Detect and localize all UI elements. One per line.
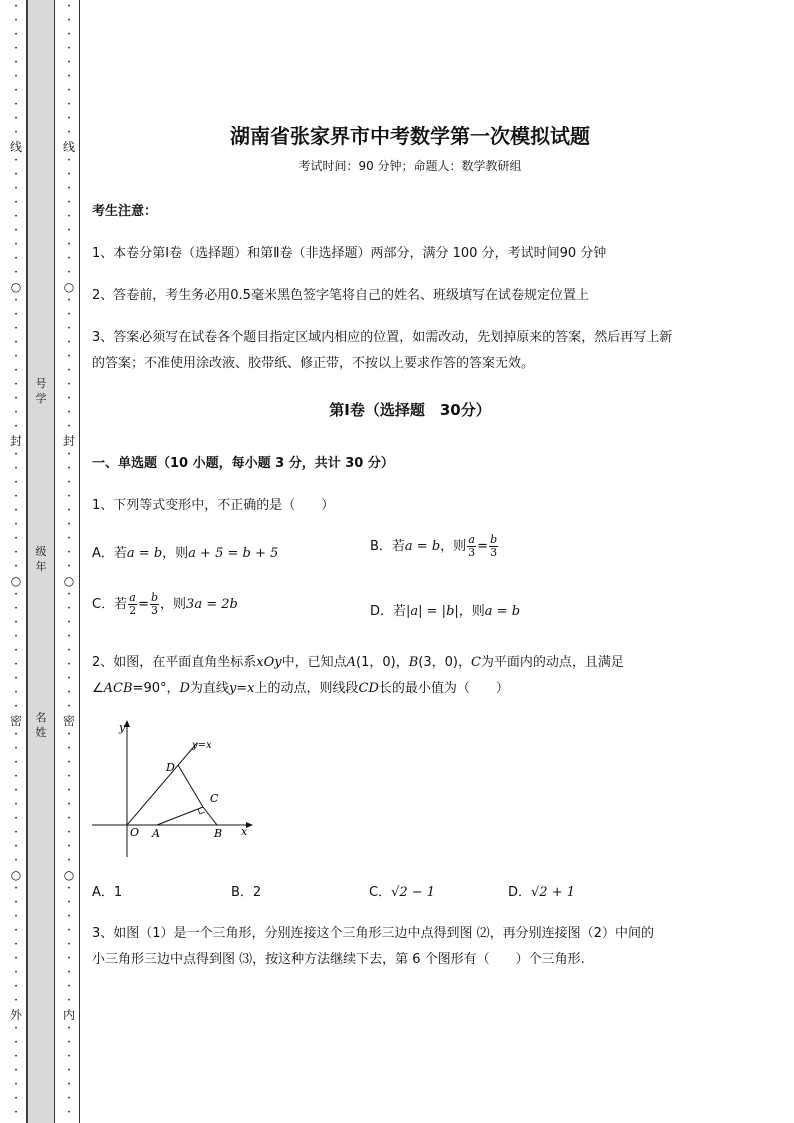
- student-number-field: [28, 376, 54, 406]
- text: (3，0)，: [418, 655, 471, 670]
- field-char: 号: [35, 377, 47, 390]
- margin-dot: •: [67, 689, 71, 696]
- margin-dot: •: [14, 563, 18, 570]
- option-text: ，则: [440, 539, 467, 554]
- margin-dot: •: [67, 381, 71, 388]
- option-text: ，则: [458, 604, 485, 619]
- margin-dot: •: [67, 745, 71, 752]
- q2-option-c: [369, 881, 435, 900]
- margin-dot: •: [14, 157, 18, 164]
- margin-dot: •: [67, 885, 71, 892]
- denominator: 3: [490, 546, 498, 559]
- margin-dot: •: [67, 549, 71, 556]
- margin-dot: •: [67, 451, 71, 458]
- margin-dot: •: [14, 633, 18, 640]
- margin-dot: •: [67, 1095, 71, 1102]
- margin-dot: •: [67, 661, 71, 668]
- point-D: D: [166, 761, 175, 774]
- margin-mark: ○: [10, 574, 22, 588]
- margin-dot: •: [14, 479, 18, 486]
- equals-sign: =: [138, 597, 149, 612]
- denominator: 2: [129, 604, 137, 617]
- margin-dot: •: [14, 661, 18, 668]
- point-A: A: [152, 827, 160, 840]
- option-label: B．若: [370, 539, 405, 554]
- margin-dot: •: [14, 941, 18, 948]
- numerator: a: [129, 591, 136, 604]
- math: A: [346, 655, 357, 670]
- margin-dot: •: [67, 171, 71, 178]
- margin-dot: •: [67, 941, 71, 948]
- margin-dot: •: [67, 1081, 71, 1088]
- line-label: y=x: [192, 740, 212, 751]
- margin-dot: •: [14, 521, 18, 528]
- margin-dot: •: [14, 773, 18, 780]
- math: C: [470, 655, 481, 670]
- margin-dot: •: [14, 367, 18, 374]
- margin-dot: •: [67, 409, 71, 416]
- margin-dot: •: [14, 745, 18, 752]
- margin-dot: •: [14, 255, 18, 262]
- margin-dot: •: [67, 353, 71, 360]
- margin-dot: •: [67, 591, 71, 598]
- margin-dot: •: [14, 493, 18, 500]
- option-label: D．: [508, 885, 532, 900]
- q3-stem-line1: 3、如图（1）是一个三角形，分别连接这个三角形三边中点得到图 ⑵，再分别连接图（2）中间的: [92, 926, 654, 941]
- margin-dot: •: [14, 1081, 18, 1088]
- margin-dot: •: [14, 451, 18, 458]
- text: 长的最小值为（ ）: [378, 681, 509, 696]
- margin-dot: •: [14, 325, 18, 332]
- margin-dot: •: [67, 227, 71, 234]
- text: 为直线: [189, 681, 229, 696]
- margin-dot: •: [67, 493, 71, 500]
- math: |a| = |b|: [406, 604, 459, 619]
- page-title: 湖南省张家界市中考数学第一次模拟试题: [230, 124, 590, 148]
- q2-option-d: [508, 881, 575, 900]
- field-label: [28, 376, 54, 406]
- margin-dot: •: [67, 535, 71, 542]
- margin-dot: •: [14, 3, 18, 10]
- margin-dot: •: [14, 591, 18, 598]
- option-label: D．若: [370, 604, 407, 619]
- numerator: b: [150, 591, 159, 604]
- math: √2 + 1: [531, 885, 575, 900]
- margin-dot: •: [67, 619, 71, 626]
- math: D: [179, 681, 190, 696]
- margin-dot: •: [14, 955, 18, 962]
- field-char: 年: [35, 560, 47, 573]
- margin-dot: •: [14, 689, 18, 696]
- margin-dot: •: [67, 1067, 71, 1074]
- margin-dot: •: [14, 59, 18, 66]
- margin-dot: •: [67, 31, 71, 38]
- q2-option-b: B．2: [231, 885, 262, 900]
- margin-dot: •: [67, 759, 71, 766]
- margin-dot: •: [14, 213, 18, 220]
- margin-dot: •: [14, 857, 18, 864]
- margin-dot: •: [14, 31, 18, 38]
- equals-sign: =: [477, 539, 489, 554]
- part-heading: 一、单选题（10 小题，每小题 3 分，共计 30 分）: [92, 456, 394, 471]
- margin-dot: •: [14, 87, 18, 94]
- margin-dot: •: [14, 45, 18, 52]
- field-char: 名: [35, 711, 47, 724]
- q2-stem-line2: [92, 677, 509, 696]
- margin-dot: •: [67, 857, 71, 864]
- margin-dot: •: [67, 17, 71, 24]
- margin-dot: •: [14, 409, 18, 416]
- margin-dot: •: [14, 185, 18, 192]
- margin-dot: •: [14, 843, 18, 850]
- margin-dot: •: [14, 969, 18, 976]
- margin-dot: •: [14, 423, 18, 430]
- text: =90°，: [132, 681, 180, 696]
- point-O: O: [130, 826, 140, 839]
- margin-dot: •: [67, 983, 71, 990]
- margin-dot: •: [14, 129, 18, 136]
- margin-dot: •: [14, 619, 18, 626]
- margin-dot: •: [67, 675, 71, 682]
- margin-dot: •: [67, 339, 71, 346]
- margin-dot: •: [67, 829, 71, 836]
- margin-dot: •: [67, 647, 71, 654]
- math: a = b: [484, 604, 521, 619]
- margin-dot: •: [67, 815, 71, 822]
- margin-dot: •: [67, 423, 71, 430]
- margin-dot: •: [14, 199, 18, 206]
- q1-option-c: [92, 592, 238, 617]
- margin-dot: •: [14, 899, 18, 906]
- notice-item: 3、答案必须写在试卷各个题目指定区域内相应的位置，如需改动，先划掉原来的答案，然后再写上新: [92, 330, 673, 345]
- margin-dot: •: [14, 913, 18, 920]
- margin-dot: •: [14, 731, 18, 738]
- margin-dot: •: [14, 227, 18, 234]
- field-char: 级: [35, 545, 47, 558]
- margin-dot: •: [67, 45, 71, 52]
- margin-dot: •: [67, 913, 71, 920]
- margin-dot: •: [67, 1053, 71, 1060]
- text: (1，0)，: [356, 655, 409, 670]
- margin-dot: •: [67, 87, 71, 94]
- margin-dot: •: [67, 157, 71, 164]
- margin-dot: •: [14, 1025, 18, 1032]
- math: CD: [358, 681, 379, 696]
- margin-mark: ○: [10, 868, 22, 882]
- margin-dot: •: [67, 241, 71, 248]
- margin-dot: •: [14, 339, 18, 346]
- option-label: C．若: [92, 597, 128, 612]
- margin-dot: •: [14, 885, 18, 892]
- margin-dot: •: [14, 395, 18, 402]
- y-axis-label: y: [119, 721, 126, 734]
- margin-dot: •: [67, 255, 71, 262]
- math: y=x: [228, 681, 255, 696]
- notice-heading: 考生注意：: [92, 204, 158, 219]
- margin-mark: ○: [63, 574, 75, 588]
- margin-dot: •: [67, 297, 71, 304]
- margin-dot: •: [14, 1109, 18, 1116]
- math: a = b: [404, 539, 441, 554]
- margin-dot: •: [14, 1039, 18, 1046]
- margin-dot: •: [67, 955, 71, 962]
- q1-option-b: [370, 534, 499, 559]
- margin-dot: •: [67, 59, 71, 66]
- q2-stem-line1: [92, 651, 624, 670]
- math: 3a = 2b: [186, 597, 238, 612]
- field-char: 学: [35, 392, 47, 405]
- margin-dot: •: [67, 703, 71, 710]
- math: B: [408, 655, 419, 670]
- margin-dot: •: [67, 199, 71, 206]
- margin-mark: 内: [63, 1008, 76, 1022]
- margin-dot: •: [14, 983, 18, 990]
- margin-dot: •: [67, 787, 71, 794]
- margin-mark: ○: [63, 280, 75, 294]
- q2-option-a: A．1: [92, 885, 123, 900]
- margin-line-right: [79, 0, 80, 1123]
- margin-dot: •: [67, 325, 71, 332]
- margin-dot: •: [14, 815, 18, 822]
- margin-dot: •: [67, 969, 71, 976]
- text: 为平面内的动点，且满足: [480, 655, 624, 670]
- margin-dot: •: [67, 101, 71, 108]
- margin-dot: •: [14, 465, 18, 472]
- margin-dot: •: [14, 297, 18, 304]
- margin-mark: 密: [10, 714, 23, 728]
- margin-dot: •: [14, 787, 18, 794]
- margin-dot: •: [67, 367, 71, 374]
- margin-dot: •: [14, 927, 18, 934]
- margin-dot: •: [14, 759, 18, 766]
- margin-dot: •: [67, 605, 71, 612]
- math: a = b: [126, 546, 163, 561]
- margin-dot: •: [67, 213, 71, 220]
- denominator: 3: [151, 604, 158, 617]
- margin-dot: •: [14, 101, 18, 108]
- margin-dot: •: [67, 927, 71, 934]
- margin-mark: 外: [10, 1008, 23, 1022]
- margin-mark: 封: [10, 434, 23, 448]
- math: √2 − 1: [391, 885, 436, 900]
- margin-dot: •: [14, 997, 18, 1004]
- field-label: [28, 544, 54, 574]
- exam-info: 考试时间：90 分钟；命题人：数学教研组: [298, 159, 522, 173]
- margin-mark: 密: [63, 714, 76, 728]
- right-angle-mark: [198, 809, 205, 814]
- margin-dot: •: [67, 73, 71, 80]
- q1-stem: 1、下列等式变形中，不正确的是（ ）: [92, 498, 335, 513]
- margin-dot: •: [14, 801, 18, 808]
- margin-dot: •: [67, 507, 71, 514]
- margin-dot: •: [67, 311, 71, 318]
- text: ∠: [92, 681, 104, 696]
- margin-dot: •: [67, 1109, 71, 1116]
- section-title: 第Ⅰ卷（选择题 30分）: [329, 401, 491, 419]
- margin-dot: •: [14, 1053, 18, 1060]
- text: 上的动点，则线段: [254, 681, 359, 696]
- fraction: [467, 534, 476, 559]
- margin-dot: •: [67, 521, 71, 528]
- notice-item: 2、答卷前，考生务必用0.5毫米黑色签字笔将自己的姓名、班级填写在试卷规定位置上: [92, 288, 589, 303]
- line-y-equals-x: [127, 743, 197, 825]
- margin-dot: •: [14, 507, 18, 514]
- text: 2、如图，在平面直角坐标系: [92, 655, 257, 670]
- margin-dot: •: [14, 605, 18, 612]
- margin-dot: •: [14, 241, 18, 248]
- grade-field: [28, 544, 54, 574]
- margin-dot: •: [67, 1039, 71, 1046]
- option-text: ，则: [162, 546, 189, 561]
- margin-dot: •: [67, 185, 71, 192]
- margin-dot: •: [14, 829, 18, 836]
- q2-figure: [90, 715, 260, 865]
- fraction: [128, 592, 137, 617]
- fraction: [489, 534, 498, 559]
- margin-dot: •: [14, 1067, 18, 1074]
- margin-dot: •: [14, 17, 18, 24]
- q1-option-a: [92, 542, 278, 561]
- margin-dot: •: [67, 899, 71, 906]
- margin-mark: 封: [63, 434, 76, 448]
- margin-dot: •: [14, 549, 18, 556]
- margin-dot: •: [67, 731, 71, 738]
- margin-mark: ○: [10, 280, 22, 294]
- margin-dot: •: [67, 843, 71, 850]
- margin-dot: •: [67, 395, 71, 402]
- margin-line-mid: [54, 0, 55, 1123]
- margin-dot: •: [14, 311, 18, 318]
- margin-mark: 线: [63, 140, 76, 154]
- math: xOy: [256, 655, 282, 670]
- margin-dot: •: [14, 535, 18, 542]
- margin-dot: •: [14, 381, 18, 388]
- margin-dot: •: [14, 115, 18, 122]
- margin-dot: •: [14, 171, 18, 178]
- margin-dot: •: [14, 353, 18, 360]
- numerator: b: [490, 533, 498, 546]
- margin-dot: •: [67, 465, 71, 472]
- q1-option-d: [370, 600, 520, 619]
- margin-dot: •: [14, 675, 18, 682]
- fraction: [150, 592, 159, 617]
- margin-dot: •: [67, 269, 71, 276]
- x-axis-label: x: [241, 825, 248, 838]
- name-field: [28, 710, 54, 740]
- margin-dot: •: [14, 269, 18, 276]
- margin-dot: •: [14, 1095, 18, 1102]
- segment-DC: [178, 765, 203, 807]
- math: ACB: [103, 681, 133, 696]
- margin-dot: •: [14, 703, 18, 710]
- option-label: A．若: [92, 546, 127, 561]
- margin-dot: •: [67, 129, 71, 136]
- margin-dot: •: [67, 479, 71, 486]
- margin-dot: •: [67, 563, 71, 570]
- margin-mark: 线: [10, 140, 23, 154]
- math: a + 5 = b + 5: [188, 546, 279, 561]
- margin-dot: •: [67, 3, 71, 10]
- notice-item: 的答案；不准使用涂改液、胶带纸、修正带，不按以上要求作答的答案无效。: [92, 356, 535, 371]
- margin-dot: •: [67, 801, 71, 808]
- margin-mark: ○: [63, 868, 75, 882]
- outer-dot-column: [10, 0, 22, 1120]
- field-char: 姓: [35, 726, 47, 739]
- margin-dot: •: [67, 997, 71, 1004]
- notice-item: 1、本卷分第Ⅰ卷（选择题）和第Ⅱ卷（非选择题）两部分，满分 100 分，考试时间90 分钟: [92, 246, 607, 261]
- q3-stem-line2: 小三角形三边中点得到图 ⑶，按这种方法继续下去，第 6 个图形有（ ）个三角形.: [92, 952, 585, 967]
- field-label: [28, 710, 54, 740]
- inner-dot-column: [63, 0, 75, 1120]
- segment-AC: [157, 807, 203, 825]
- margin-dot: •: [67, 633, 71, 640]
- margin-dot: •: [67, 1025, 71, 1032]
- text: 中，已知点: [281, 655, 347, 670]
- denominator: 3: [468, 546, 476, 559]
- option-label: C．: [369, 885, 392, 900]
- segment-CB: [203, 807, 217, 825]
- margin-dot: •: [14, 647, 18, 654]
- margin-dot: •: [14, 73, 18, 80]
- point-C: C: [210, 792, 219, 805]
- option-text: ，则: [160, 597, 187, 612]
- numerator: a: [468, 533, 475, 546]
- margin-dot: •: [67, 773, 71, 780]
- point-B: B: [214, 827, 223, 840]
- margin-dot: •: [67, 115, 71, 122]
